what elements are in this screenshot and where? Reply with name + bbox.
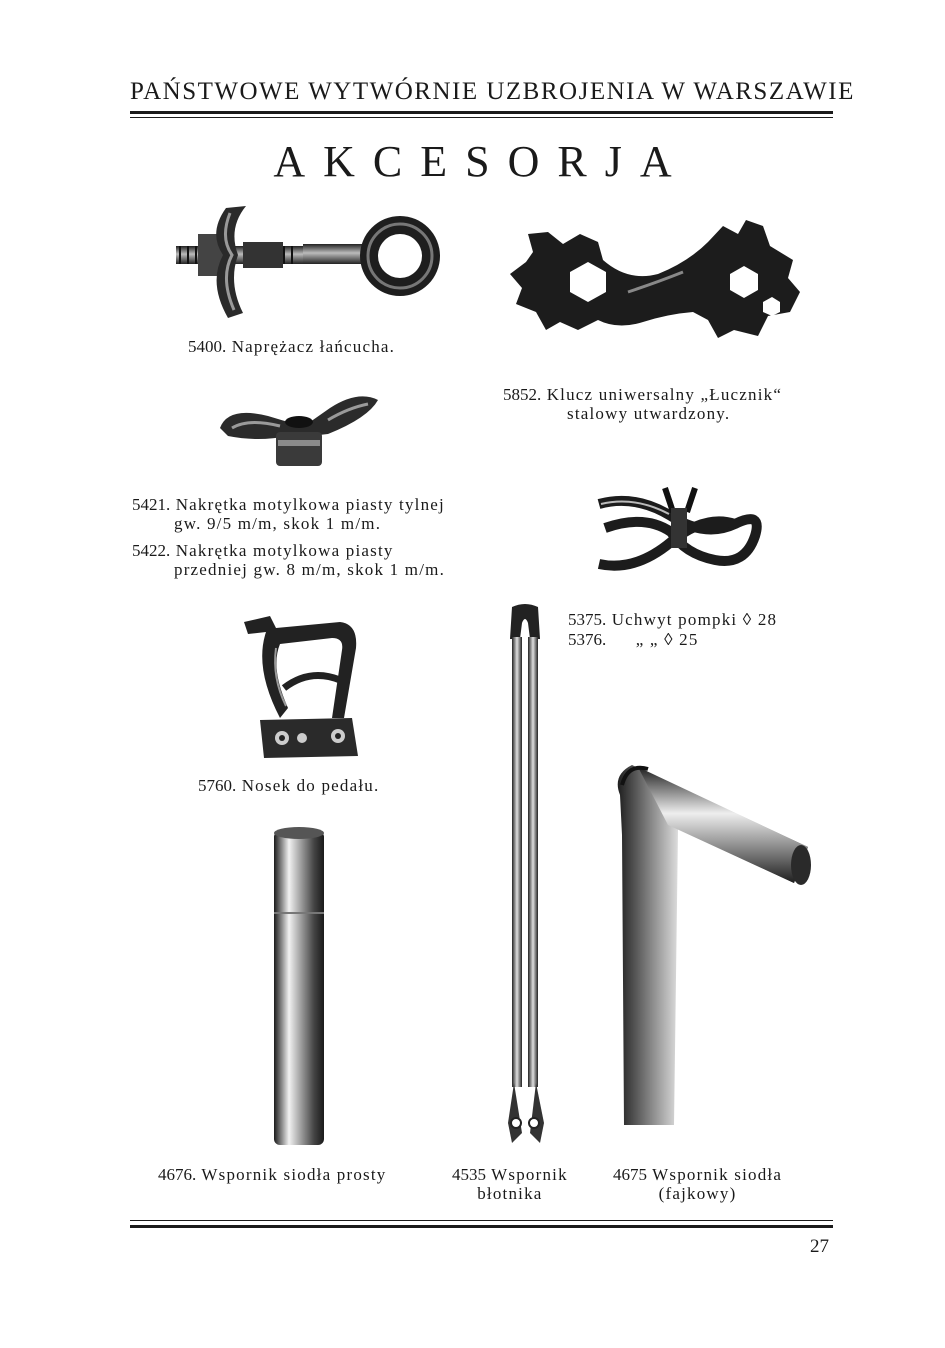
item-number: 5376. (568, 630, 607, 649)
item-name: Nosek do pedału. (241, 776, 380, 795)
item-name-line1: Wspornik siodła (652, 1165, 783, 1184)
caption-straight-seat-post (158, 1165, 386, 1184)
item-name-line1: Nakrętka motylkowa piasty tylnej (175, 495, 445, 514)
item-number: 5375. (568, 610, 607, 629)
item-name-line2: (fajkowy) (658, 1184, 737, 1203)
header-rule-thick (130, 111, 833, 114)
item-number: 5422. (132, 541, 171, 560)
bent-seat-post-illustration (608, 755, 823, 1130)
page-header: PAŃSTWOWE WYTWÓRNIE UZBROJENIA W WARSZAWIE (130, 78, 855, 105)
item-number: 4676. (158, 1165, 197, 1184)
section-title: AKCESORJA (273, 137, 690, 186)
item-number: 5400. (188, 337, 227, 356)
toe-clip-illustration (240, 608, 370, 768)
header-rule-thin (130, 117, 833, 118)
item-name-line1: Nakrętka motylkowa piasty (175, 541, 394, 560)
caption-fender-stay (452, 1165, 568, 1203)
item-name: Naprężacz łańcucha. (231, 337, 396, 356)
wing-nut-illustration (218, 388, 380, 470)
item-name-line2: stalowy utwardzony. (567, 404, 731, 423)
item-number: 5421. (132, 495, 171, 514)
caption-universal-wrench (503, 385, 782, 423)
caption-chain-tensioner (188, 337, 395, 356)
item-name: Wspornik siodła prosty (201, 1165, 387, 1184)
pump-holder-illustration (595, 484, 770, 574)
item-number: 5760. (198, 776, 237, 795)
item-number: 5852. (503, 385, 542, 404)
chain-tensioner-illustration (168, 198, 448, 328)
footer-rule-thin (130, 1220, 833, 1221)
caption-wing-nut-rear (132, 495, 445, 533)
fender-stay-illustration (500, 603, 550, 1148)
item-number: 4675 (613, 1165, 647, 1184)
caption-bent-seat-post (613, 1165, 782, 1203)
item-name-line2: gw. 9/5 m/m, skok 1 m/m. (174, 514, 382, 533)
footer-rule-thick (130, 1225, 833, 1228)
item-name-line1: Klucz uniwersalny „Łucznik“ (546, 385, 783, 404)
item-name-line2: błotnika (477, 1184, 543, 1203)
straight-seat-post-illustration (270, 825, 328, 1150)
page-number: 27 (810, 1236, 829, 1257)
caption-wing-nut-front (132, 541, 445, 579)
item-name-line2: przedniej gw. 8 m/m, skok 1 m/m. (174, 560, 446, 579)
item-name-line1: Wspornik (491, 1165, 568, 1184)
caption-pump-holder-28 (568, 610, 777, 629)
item-name: „ „ ◊ 25 (635, 630, 699, 649)
item-number: 4535 (452, 1165, 486, 1184)
item-name: Uchwyt pompki ◊ 28 (611, 610, 778, 629)
caption-pump-holder-25 (568, 630, 699, 649)
caption-toe-clip (198, 776, 379, 795)
universal-wrench-illustration (508, 212, 803, 347)
